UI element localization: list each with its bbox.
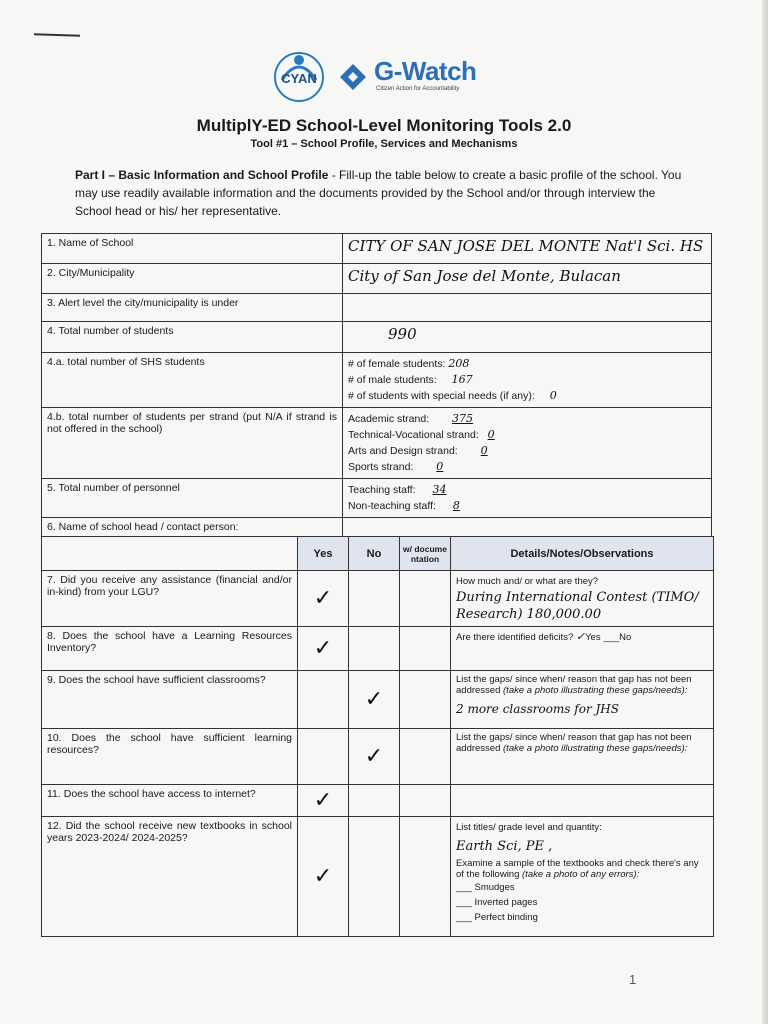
question-label: 4.a. total number of SHS students bbox=[42, 353, 343, 408]
intro-text: - Fill-up the table below to create a basic profile of the school. You may use readily available information and the documents provided by the School and/or through interview the School head or his/ her representative. bbox=[75, 168, 682, 218]
answer-field[interactable] bbox=[343, 234, 712, 264]
g-watch-icon bbox=[338, 62, 368, 92]
header-blank bbox=[42, 537, 298, 571]
answer-field[interactable] bbox=[343, 322, 712, 353]
details-cell[interactable] bbox=[451, 785, 714, 817]
academic-label: Academic strand: bbox=[348, 413, 430, 425]
details-cell[interactable] bbox=[451, 671, 714, 729]
question-label: 12. Did the school receive new textbooks in school years 2023-2024/ 2024-2025? bbox=[42, 817, 298, 937]
arts-value: 0 bbox=[480, 444, 488, 457]
table-row bbox=[42, 264, 712, 294]
option-perfect-binding[interactable]: ___ Perfect binding bbox=[456, 912, 538, 923]
check-mark-icon: ✓ bbox=[313, 788, 333, 813]
academic-value: 375 bbox=[452, 412, 474, 425]
question-label: 6. Name of school head / contact person: bbox=[42, 518, 343, 548]
question-label: 10. Does the school have sufficient learning resources? bbox=[42, 729, 298, 785]
documentation-cell[interactable] bbox=[400, 785, 451, 817]
details-prompt: List the gaps/ since when/ reason that gap has not been addressed bbox=[456, 732, 692, 754]
answer-field[interactable] bbox=[343, 294, 712, 322]
sports-label: Sports strand: bbox=[348, 461, 414, 473]
assistance-answer: During International Contest (TIMO/ Research) 180,000.00 bbox=[456, 590, 699, 622]
services-table bbox=[41, 536, 714, 937]
special-needs-label: # of students with special needs (if any): bbox=[348, 390, 535, 402]
city-answer: City of San Jose del Monte, Bulacan bbox=[348, 267, 621, 285]
details-prompt-note: (take a photo illustrating these gaps/needs): bbox=[503, 743, 688, 754]
basic-profile-table bbox=[41, 233, 712, 548]
page-title: MultiplY-ED School-Level Monitoring Tools 2.0 bbox=[196, 116, 572, 135]
no-cell[interactable] bbox=[349, 571, 400, 627]
yes-cell[interactable] bbox=[298, 671, 349, 729]
examine-prompt-note: (take a photo of any errors): bbox=[522, 869, 640, 880]
cyan-logo-text: CYAN bbox=[281, 71, 317, 86]
answer-field[interactable] bbox=[343, 353, 712, 408]
yes-cell[interactable] bbox=[298, 571, 349, 627]
special-needs-value: 0 bbox=[549, 389, 557, 402]
answer-field[interactable] bbox=[343, 408, 712, 479]
check-mark-icon: ✓ bbox=[313, 864, 333, 889]
details-prompt-note: (take a photo illustrating these gaps/needs): bbox=[503, 685, 688, 696]
techvoc-label: Technical-Vocational strand: bbox=[348, 429, 479, 441]
deficit-check-mark: ✓ bbox=[575, 630, 586, 643]
check-mark-icon: ✓ bbox=[364, 687, 384, 712]
documentation-cell[interactable] bbox=[400, 817, 451, 937]
option-smudges[interactable]: ___ Smudges bbox=[456, 882, 515, 893]
question-label: 2. City/Municipality bbox=[42, 264, 343, 294]
details-cell[interactable] bbox=[451, 729, 714, 785]
intro-heading: Part I – Basic Information and School Profile bbox=[75, 168, 329, 182]
g-watch-tagline: Citizen Action for Accountability bbox=[376, 86, 460, 92]
table-row bbox=[42, 817, 714, 937]
question-label: 8. Does the school have a Learning Resources Inventory? bbox=[42, 627, 298, 671]
table-row bbox=[42, 571, 714, 627]
details-cell[interactable] bbox=[451, 817, 714, 937]
check-mark-icon: ✓ bbox=[313, 586, 333, 611]
no-cell[interactable] bbox=[349, 785, 400, 817]
examine-prompt: Examine a sample of the textbooks and check there's any of the following bbox=[456, 858, 699, 880]
table-row bbox=[42, 671, 714, 729]
table-row bbox=[42, 234, 712, 264]
documentation-cell[interactable] bbox=[400, 627, 451, 671]
yes-cell[interactable] bbox=[298, 627, 349, 671]
header-logos bbox=[268, 50, 478, 104]
school-name-answer: CITY OF SAN JOSE DEL MONTE Nat'l Sci. HS bbox=[348, 237, 704, 255]
table-row bbox=[42, 479, 712, 518]
question-label: 11. Does the school have access to internet? bbox=[42, 785, 298, 817]
header-yes: Yes bbox=[298, 537, 349, 571]
check-mark-icon: ✓ bbox=[313, 636, 333, 661]
details-prompt: List titles/ grade level and quantity: bbox=[456, 822, 602, 833]
no-cell[interactable] bbox=[349, 729, 400, 785]
scan-edge bbox=[762, 0, 768, 1024]
table-row bbox=[42, 322, 712, 353]
question-label: 9. Does the school have sufficient classrooms? bbox=[42, 671, 298, 729]
header-details: Details/Notes/Observations bbox=[451, 537, 714, 571]
question-label: 4.b. total number of students per strand (put N/A if strand is not offered in the school) bbox=[42, 408, 343, 479]
page-subtitle: Tool #1 – School Profile, Services and Mechanisms bbox=[250, 138, 518, 150]
no-cell[interactable] bbox=[349, 671, 400, 729]
teaching-value: 34 bbox=[432, 483, 447, 496]
techvoc-value: 0 bbox=[487, 428, 495, 441]
question-label: 7. Did you receive any assistance (financial and/or in-kind) from your LGU? bbox=[42, 571, 298, 627]
header-documentation: w/ docume ntation bbox=[400, 537, 451, 571]
yes-cell[interactable] bbox=[298, 785, 349, 817]
male-label: # of male students: bbox=[348, 374, 437, 386]
sports-value: 0 bbox=[436, 460, 444, 473]
table-row bbox=[42, 627, 714, 671]
deficit-no-label: No bbox=[619, 632, 632, 643]
question-label: 1. Name of School bbox=[42, 234, 343, 264]
table-row bbox=[42, 408, 712, 479]
total-students-answer: 990 bbox=[388, 325, 417, 343]
documentation-cell[interactable] bbox=[400, 671, 451, 729]
documentation-cell[interactable] bbox=[400, 729, 451, 785]
cyan-logo bbox=[268, 50, 330, 104]
teaching-label: Teaching staff: bbox=[348, 484, 416, 496]
classrooms-answer: 2 more classrooms for JHS bbox=[456, 702, 619, 716]
question-label: 4. Total number of students bbox=[42, 322, 343, 353]
no-cell[interactable] bbox=[349, 817, 400, 937]
intro-paragraph bbox=[75, 166, 695, 220]
yes-cell[interactable] bbox=[298, 817, 349, 937]
deficit-yes-label: Yes bbox=[585, 632, 601, 643]
yes-cell[interactable] bbox=[298, 729, 349, 785]
details-cell[interactable] bbox=[451, 571, 714, 627]
documentation-cell[interactable] bbox=[400, 571, 451, 627]
arts-label: Arts and Design strand: bbox=[348, 445, 458, 457]
no-cell[interactable] bbox=[349, 627, 400, 671]
table-row bbox=[42, 294, 712, 322]
g-watch-wordmark: G-Watch bbox=[374, 56, 477, 86]
table-row bbox=[42, 785, 714, 817]
table-row bbox=[42, 729, 714, 785]
details-prompt: Are there identified deficits? bbox=[456, 632, 574, 643]
details-prompt: List the gaps/ since when/ reason that gap has not been addressed bbox=[456, 674, 692, 696]
table-row bbox=[42, 353, 712, 408]
nonteaching-label: Non-teaching staff: bbox=[348, 500, 436, 512]
textbooks-answer: Earth Sci, PE , bbox=[456, 839, 553, 854]
table-header-row bbox=[42, 537, 714, 571]
page-number: 1 bbox=[629, 972, 637, 987]
answer-field[interactable] bbox=[343, 264, 712, 294]
details-prompt: How much and/ or what are they? bbox=[456, 576, 599, 587]
answer-field[interactable] bbox=[343, 479, 712, 518]
question-label: 3. Alert level the city/municipality is under bbox=[42, 294, 343, 322]
female-label: # of female students: bbox=[348, 358, 446, 370]
female-value: 208 bbox=[448, 357, 470, 370]
option-inverted-pages[interactable]: ___ Inverted pages bbox=[456, 897, 538, 908]
details-cell[interactable]: Are there identified deficits? ✓Yes ___No bbox=[451, 627, 714, 671]
check-mark-icon: ✓ bbox=[364, 744, 384, 769]
nonteaching-value: 8 bbox=[452, 499, 460, 512]
header-no: No bbox=[349, 537, 400, 571]
male-value: 167 bbox=[451, 373, 473, 386]
scan-mark bbox=[34, 33, 80, 37]
question-label: 5. Total number of personnel bbox=[42, 479, 343, 518]
